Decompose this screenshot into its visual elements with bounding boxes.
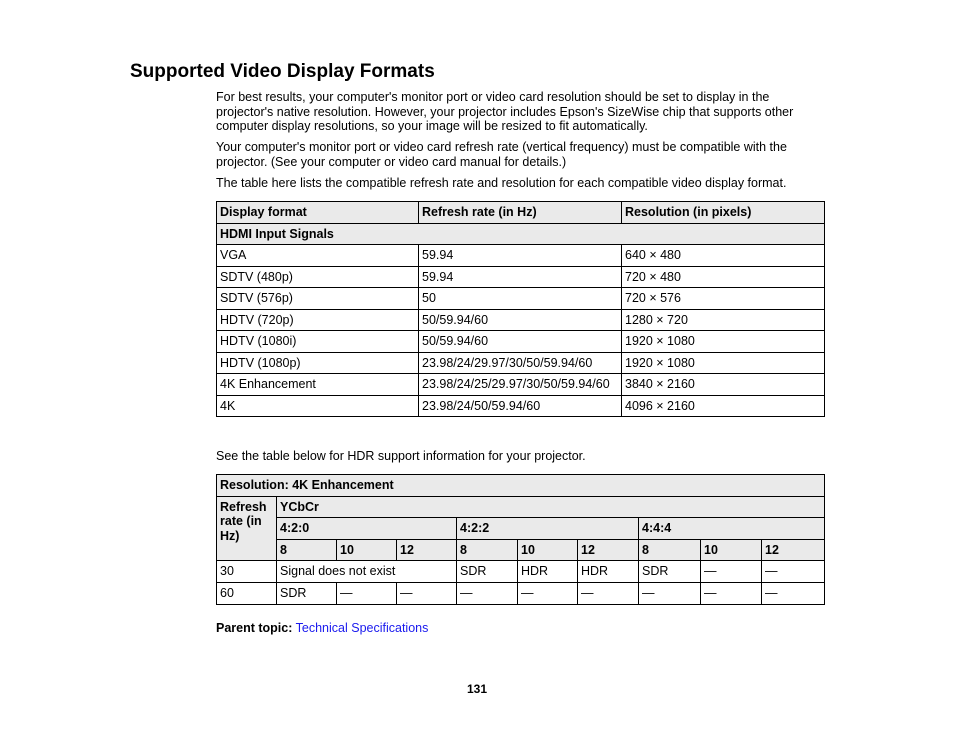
table-cell: 50/59.94/60	[419, 309, 622, 331]
hdr-intro-paragraph: See the table below for HDR support information for your projector.	[216, 449, 586, 463]
table-intro-paragraph: The table here lists the compatible refresh rate and resolution for each compatible video display format.	[216, 176, 787, 190]
table-cell: HDTV (1080p)	[217, 352, 419, 374]
bit-depth-header: 8	[639, 539, 701, 561]
table-cell: HDTV (720p)	[217, 309, 419, 331]
hdr-table	[216, 474, 825, 605]
bit-depth-header: 10	[337, 539, 397, 561]
table-cell: —	[701, 561, 762, 583]
page-number: 131	[466, 682, 488, 696]
bit-depth-row	[217, 539, 825, 561]
table-cell: 23.98/24/50/59.94/60	[419, 395, 622, 417]
subsampling-row	[217, 518, 825, 540]
table-cell: SDR	[277, 582, 337, 604]
table-cell: 3840 × 2160	[622, 374, 825, 396]
table-cell: 50/59.94/60	[419, 331, 622, 353]
table-cell: VGA	[217, 245, 419, 267]
table-cell: 1920 × 1080	[622, 331, 825, 353]
bit-depth-header: 12	[578, 539, 639, 561]
page-title: Supported Video Display Formats	[130, 61, 435, 82]
table-cell: 30	[217, 561, 277, 583]
table-cell: —	[337, 582, 397, 604]
bit-depth-header: 12	[397, 539, 457, 561]
table-cell: —	[639, 582, 701, 604]
table-cell: —	[578, 582, 639, 604]
table-cell: —	[762, 582, 825, 604]
table-cell: 50	[419, 288, 622, 310]
parent-topic	[216, 621, 428, 635]
table-cell: 23.98/24/29.97/30/50/59.94/60	[419, 352, 622, 374]
table-cell: 59.94	[419, 266, 622, 288]
parent-topic-label: Parent topic:	[216, 621, 293, 635]
refresh-rate-paragraph: Your computer's monitor port or video card refresh rate (vertical frequency) must be compatible with the projector. (See your computer or video card manual for details.)	[216, 140, 787, 169]
table-cell: 23.98/24/25/29.97/30/50/59.94/60	[419, 374, 622, 396]
header-cell: Display format	[217, 202, 419, 224]
table-cell: HDTV (1080i)	[217, 331, 419, 353]
table-row	[217, 288, 825, 310]
subsampling-header: 4:2:2	[457, 518, 639, 540]
table-cell: 4096 × 2160	[622, 395, 825, 417]
table-cell: 1280 × 720	[622, 309, 825, 331]
table-row	[217, 395, 825, 417]
refresh-rate-header: Refresh rate (in Hz)	[217, 496, 277, 561]
bit-depth-header: 10	[701, 539, 762, 561]
table-cell: SDR	[457, 561, 518, 583]
resolution-header: Resolution: 4K Enhancement	[217, 475, 825, 497]
table-row	[217, 582, 825, 604]
table-cell: 720 × 576	[622, 288, 825, 310]
table-cell: SDTV (480p)	[217, 266, 419, 288]
table-cell: —	[397, 582, 457, 604]
subsampling-header: 4:2:0	[277, 518, 457, 540]
color-format-header: YCbCr	[277, 496, 825, 518]
table-cell: 59.94	[419, 245, 622, 267]
table-cell: 4K Enhancement	[217, 374, 419, 396]
table-cell: HDR	[578, 561, 639, 583]
table-header-row	[217, 202, 825, 224]
table-cell: 60	[217, 582, 277, 604]
table-cell: 4K	[217, 395, 419, 417]
bit-depth-header: 10	[518, 539, 578, 561]
table-cell: 640 × 480	[622, 245, 825, 267]
technical-specifications-link[interactable]: Technical Specifications	[295, 621, 429, 635]
table-row	[217, 352, 825, 374]
table-row	[217, 331, 825, 353]
header-cell: Resolution (in pixels)	[622, 202, 825, 224]
section-row	[217, 223, 825, 245]
table-cell: SDTV (576p)	[217, 288, 419, 310]
bit-depth-header: 12	[762, 539, 825, 561]
table-row	[217, 309, 825, 331]
table-cell: HDR	[518, 561, 578, 583]
table-cell: SDR	[639, 561, 701, 583]
table-cell: —	[762, 561, 825, 583]
table-row	[217, 266, 825, 288]
bit-depth-header: 8	[457, 539, 518, 561]
section-cell: HDMI Input Signals	[217, 223, 825, 245]
bit-depth-header: 8	[277, 539, 337, 561]
subsampling-header: 4:4:4	[639, 518, 825, 540]
table-header-row	[217, 475, 825, 497]
table-cell: —	[518, 582, 578, 604]
table-cell: 1920 × 1080	[622, 352, 825, 374]
table-header-row	[217, 496, 825, 518]
table-cell: Signal does not exist	[277, 561, 457, 583]
table-cell: —	[457, 582, 518, 604]
intro-paragraph: For best results, your computer's monitor port or video card resolution should be set to display in the projector's native resolution. However, your projector includes Epson's SizeWise chip that supports other computer display resolutions, so your image will be resized to fit automatically.	[216, 90, 794, 134]
table-cell: —	[701, 582, 762, 604]
table-row	[217, 561, 825, 583]
header-cell: Refresh rate (in Hz)	[419, 202, 622, 224]
table-row	[217, 374, 825, 396]
formats-table	[216, 201, 825, 417]
table-row	[217, 245, 825, 267]
table-cell: 720 × 480	[622, 266, 825, 288]
